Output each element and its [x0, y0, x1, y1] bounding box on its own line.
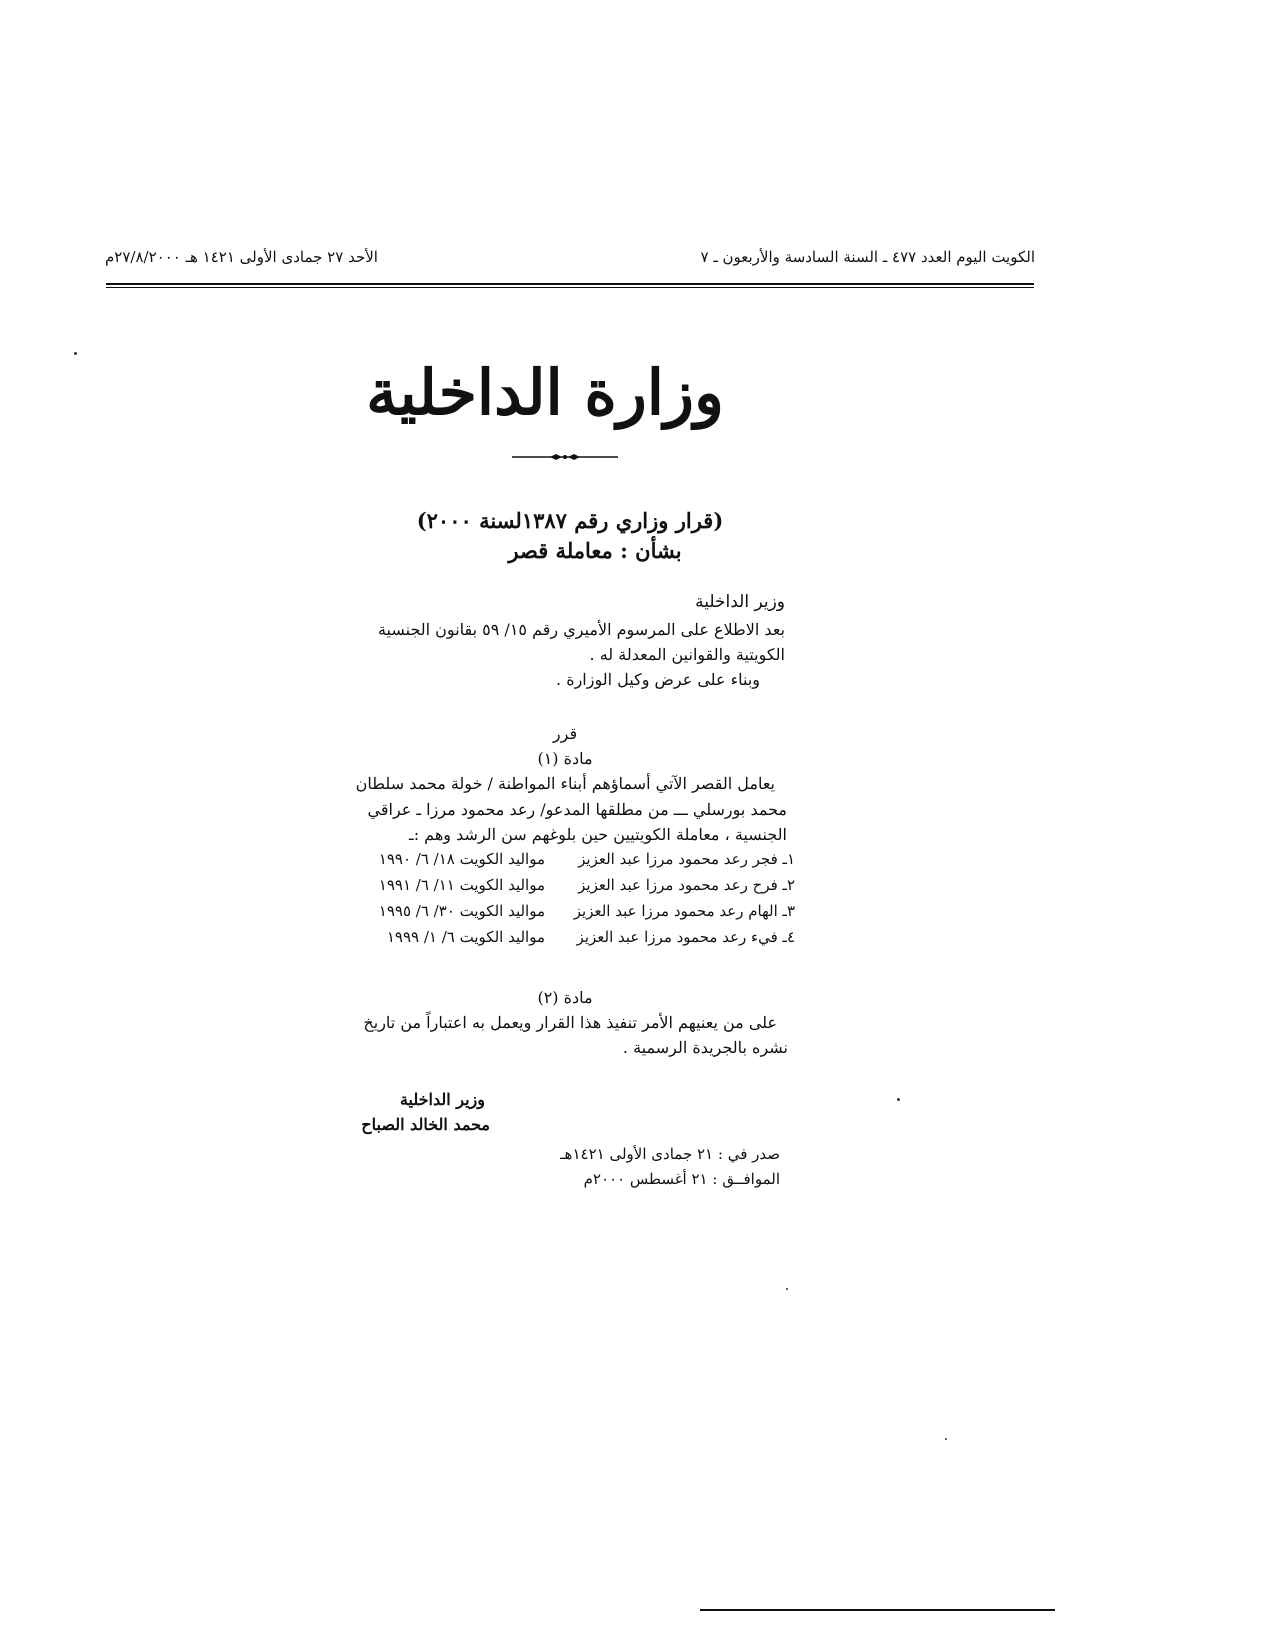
signature-name: محمد الخالد الصباح [361, 1115, 490, 1134]
child-name: ١ـ فجر رعد محمود مرزا عبد العزيز [578, 850, 795, 868]
article-1-title: مادة (١) [537, 749, 593, 768]
scan-speck [74, 352, 77, 355]
preamble-line: بعد الاطلاع على المرسوم الأميري رقم ١٥/ ٥٩ بقانون الجنسية [377, 620, 785, 639]
child-birth: مواليد الكويت ٣٠/ ٦/ ١٩٩٥ [378, 902, 545, 920]
header-date: الأحد ٢٧ جمادى الأولى ١٤٢١ هـ ٢٧/٨/٢٠٠٠م [105, 248, 378, 266]
child-row [340, 928, 795, 950]
decree-subject: بشأن : معاملة قصر [508, 538, 682, 563]
child-row [340, 902, 795, 924]
scan-speck [786, 1288, 788, 1290]
child-birth: مواليد الكويت ٦/ ١/ ١٩٩٩ [386, 928, 545, 946]
decided-heading: قرر [552, 724, 578, 743]
issued-date: صدر في : ٢١ جمادى الأولى ١٤٢١هـ [560, 1145, 780, 1163]
footer-rule [700, 1609, 1055, 1611]
article-1-line: يعامل القصر الآتي أسماؤهم أبناء المواطنة / خولة محمد سلطان [355, 774, 775, 793]
article-2-title: مادة (٢) [537, 988, 593, 1007]
child-birth: مواليد الكويت ١١/ ٦/ ١٩٩١ [378, 876, 545, 894]
scan-speck [945, 1438, 947, 1440]
preamble-line: الكويتية والقوانين المعدلة له . [589, 645, 785, 664]
header-rule-thin [106, 287, 1034, 288]
article-2-line: على من يعنيهم الأمر تنفيذ هذا القرار ويعمل به اعتباراً من تاريخ [363, 1013, 777, 1032]
child-birth: مواليد الكويت ١٨/ ٦/ ١٩٩٠ [378, 850, 545, 868]
header-issue-info: الكويت اليوم العدد ٤٧٧ ـ السنة السادسة والأربعون ـ ٧ [700, 248, 1035, 266]
child-name: ٣ـ الهام رعد محمود مرزا عبد العزيز [573, 902, 795, 920]
child-row [340, 876, 795, 898]
ministry-title: وزارة الداخلية [366, 356, 724, 429]
minister-heading: وزير الداخلية [695, 592, 785, 612]
article-2-line: نشره بالجريدة الرسمية . [622, 1038, 788, 1057]
header-rule [106, 283, 1034, 285]
ornament-divider-icon [510, 452, 620, 462]
child-name: ٢ـ فرح رعد محمود مرزا عبد العزيز [578, 876, 795, 894]
child-name: ٤ـ فيء رعد محمود مرزا عبد العزيز [576, 928, 795, 946]
corresponding-date: الموافــق : ٢١ أغسطس ٢٠٠٠م [583, 1170, 780, 1188]
article-1-line: الجنسية ، معاملة الكويتيين حين بلوغهم سن الرشد وهم :ـ [409, 825, 787, 844]
child-row [340, 850, 795, 872]
signature-title: وزير الداخلية [399, 1090, 485, 1109]
article-1-line: محمد بورسلي ـــ من مطلقها المدعو/ رعد محمود مرزا ـ عراقي [367, 800, 787, 819]
scan-speck [897, 1098, 900, 1101]
decree-title: (قرار وزاري رقم ١٣٨٧لسنة ٢٠٠٠) [416, 508, 724, 533]
preamble-line: وبناء على عرض وكيل الوزارة . [556, 670, 760, 689]
